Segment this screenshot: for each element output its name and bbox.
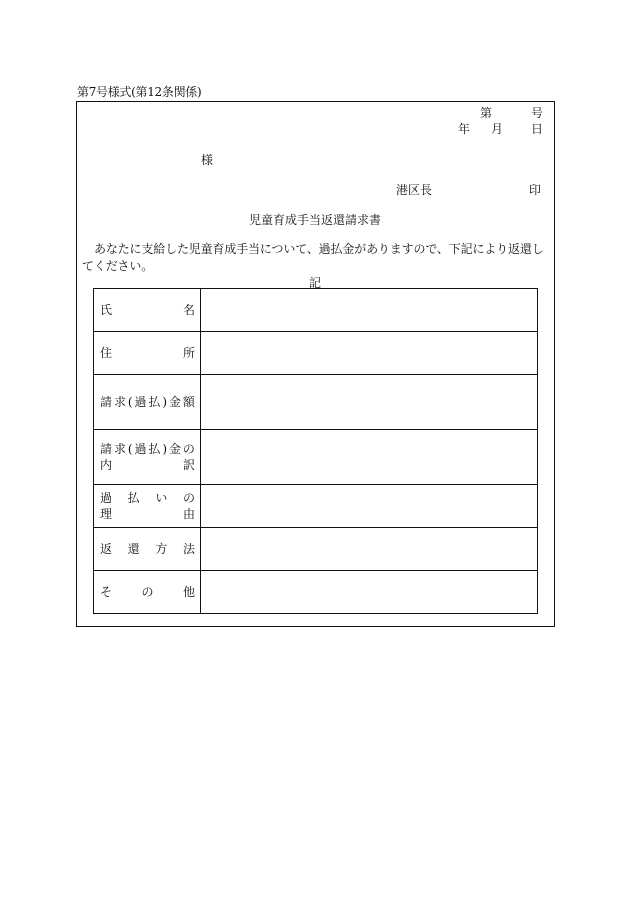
table-row-other (94, 571, 538, 614)
form-number-label: 第7号様式(第12条関係) (77, 85, 202, 99)
details-table (93, 288, 538, 614)
issuer-name: 港区長 (396, 183, 433, 197)
row-label-line-1: そ の 他 (100, 585, 195, 599)
row-label (94, 528, 201, 571)
breakdown-value-field[interactable] (201, 430, 538, 485)
amount-value-field[interactable] (201, 375, 538, 430)
date-year-label: 年 (458, 122, 471, 136)
table-row-name (94, 289, 538, 332)
seal-mark: 印 (529, 183, 542, 197)
row-label (94, 430, 201, 485)
row-label-line-1: 請 求 ( 過 払 ) 金 の (100, 442, 195, 456)
row-label-line-1: 住 所 (100, 346, 195, 360)
table-row-amount (94, 375, 538, 430)
issue-number-prefix: 第 (480, 106, 493, 120)
table-row-breakdown (94, 430, 538, 485)
row-label (94, 375, 201, 430)
row-label-line-1: 請 求 ( 過 払 ) 金 額 (100, 395, 195, 409)
intro-paragraph: あなたに支給した児童育成手当について、過払金がありますので、下記により返還してください。 (82, 242, 544, 273)
ki-heading: 記 (308, 276, 321, 290)
row-label (94, 571, 201, 614)
other-value-field[interactable] (201, 571, 538, 614)
row-label (94, 485, 201, 528)
row-label-line-2: 内 訳 (100, 458, 195, 472)
row-label-line-2: 理 由 (100, 507, 195, 521)
row-label-line-1: 氏 名 (100, 303, 195, 317)
row-label (94, 332, 201, 375)
name-value-field[interactable] (201, 289, 538, 332)
method-value-field[interactable] (201, 528, 538, 571)
row-label-line-1: 過 払 い の (100, 491, 195, 505)
issue-number-suffix: 号 (531, 106, 544, 120)
reason-value-field[interactable] (201, 485, 538, 528)
table-row-method (94, 528, 538, 571)
date-month-label: 月 (491, 122, 504, 136)
date-day-label: 日 (531, 122, 544, 136)
addressee-honorific: 様 (201, 153, 214, 167)
address-value-field[interactable] (201, 332, 538, 375)
form-frame (76, 101, 555, 627)
row-label-line-1: 返 還 方 法 (100, 542, 195, 556)
table-row-address (94, 332, 538, 375)
table-row-reason (94, 485, 538, 528)
document-title: 児童育成手当返還請求書 (248, 213, 381, 227)
row-label (94, 289, 201, 332)
